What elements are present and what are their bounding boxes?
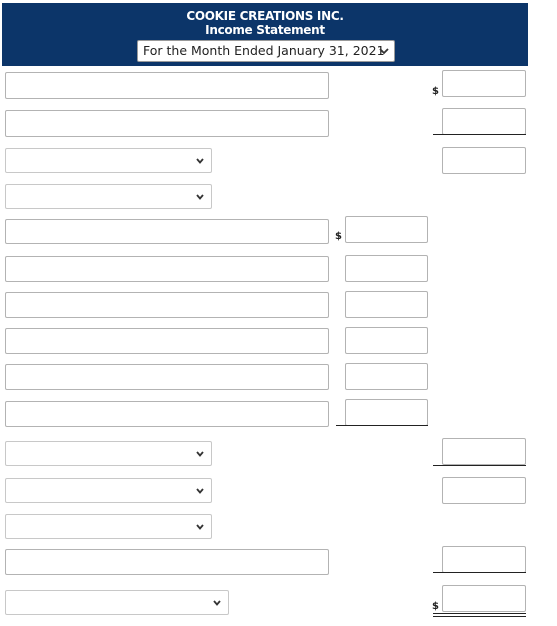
expense-label-input-2[interactable] [5,256,329,282]
dollar-sign: $ [432,601,439,612]
statement-title: Income Statement [205,23,325,37]
total-expenses-input[interactable] [442,438,526,465]
period-select[interactable] [137,40,395,62]
account-select[interactable] [5,148,212,173]
expense-label-input-5[interactable] [5,364,329,390]
chevron-down-icon [379,41,389,61]
tax-label-input[interactable] [5,549,329,575]
expense-amount-input-6[interactable] [345,399,428,426]
account-select-2[interactable] [5,184,212,209]
expense-amount-input-2[interactable] [345,255,428,282]
chevron-down-icon [195,522,205,532]
account-select-4[interactable] [5,478,212,503]
chevron-down-icon [195,192,205,202]
expense-amount-input-3[interactable] [345,291,428,318]
expense-label-input-1[interactable] [5,219,329,244]
chevron-down-icon [195,486,205,496]
revenue-label-input[interactable] [5,72,329,99]
dollar-sign: $ [335,231,342,242]
statement-header [2,3,528,66]
chevron-down-icon [212,598,222,608]
account-select-5[interactable] [5,514,212,539]
double-underline-top [433,613,526,614]
net-income-amount-input[interactable] [442,585,526,612]
revenue-amount-input-2[interactable] [442,108,526,135]
company-name: COOKIE CREATIONS INC. [186,9,344,23]
expense-label-input-4[interactable] [5,328,329,354]
double-underline-bottom [433,616,526,617]
underline [336,425,428,426]
revenue-label-input-2[interactable] [5,110,329,137]
total-revenue-input[interactable] [442,147,526,174]
expense-amount-input-5[interactable] [345,363,428,390]
dollar-sign: $ [432,86,439,97]
expense-amount-input-1[interactable] [345,216,428,243]
chevron-down-icon [195,156,205,166]
income-before-tax-input[interactable] [442,477,526,504]
net-income-select[interactable] [5,590,229,615]
expense-label-input-6[interactable] [5,401,329,427]
expense-label-input-3[interactable] [5,292,329,318]
underline [433,572,526,573]
underline [433,465,526,466]
chevron-down-icon [195,449,205,459]
expense-amount-input-4[interactable] [345,327,428,354]
account-select-3[interactable] [5,441,212,466]
period-select-value: For the Month Ended January 31, 2021 [143,43,385,58]
underline [433,134,526,135]
revenue-amount-input[interactable] [442,70,526,97]
tax-amount-input[interactable] [442,546,526,573]
